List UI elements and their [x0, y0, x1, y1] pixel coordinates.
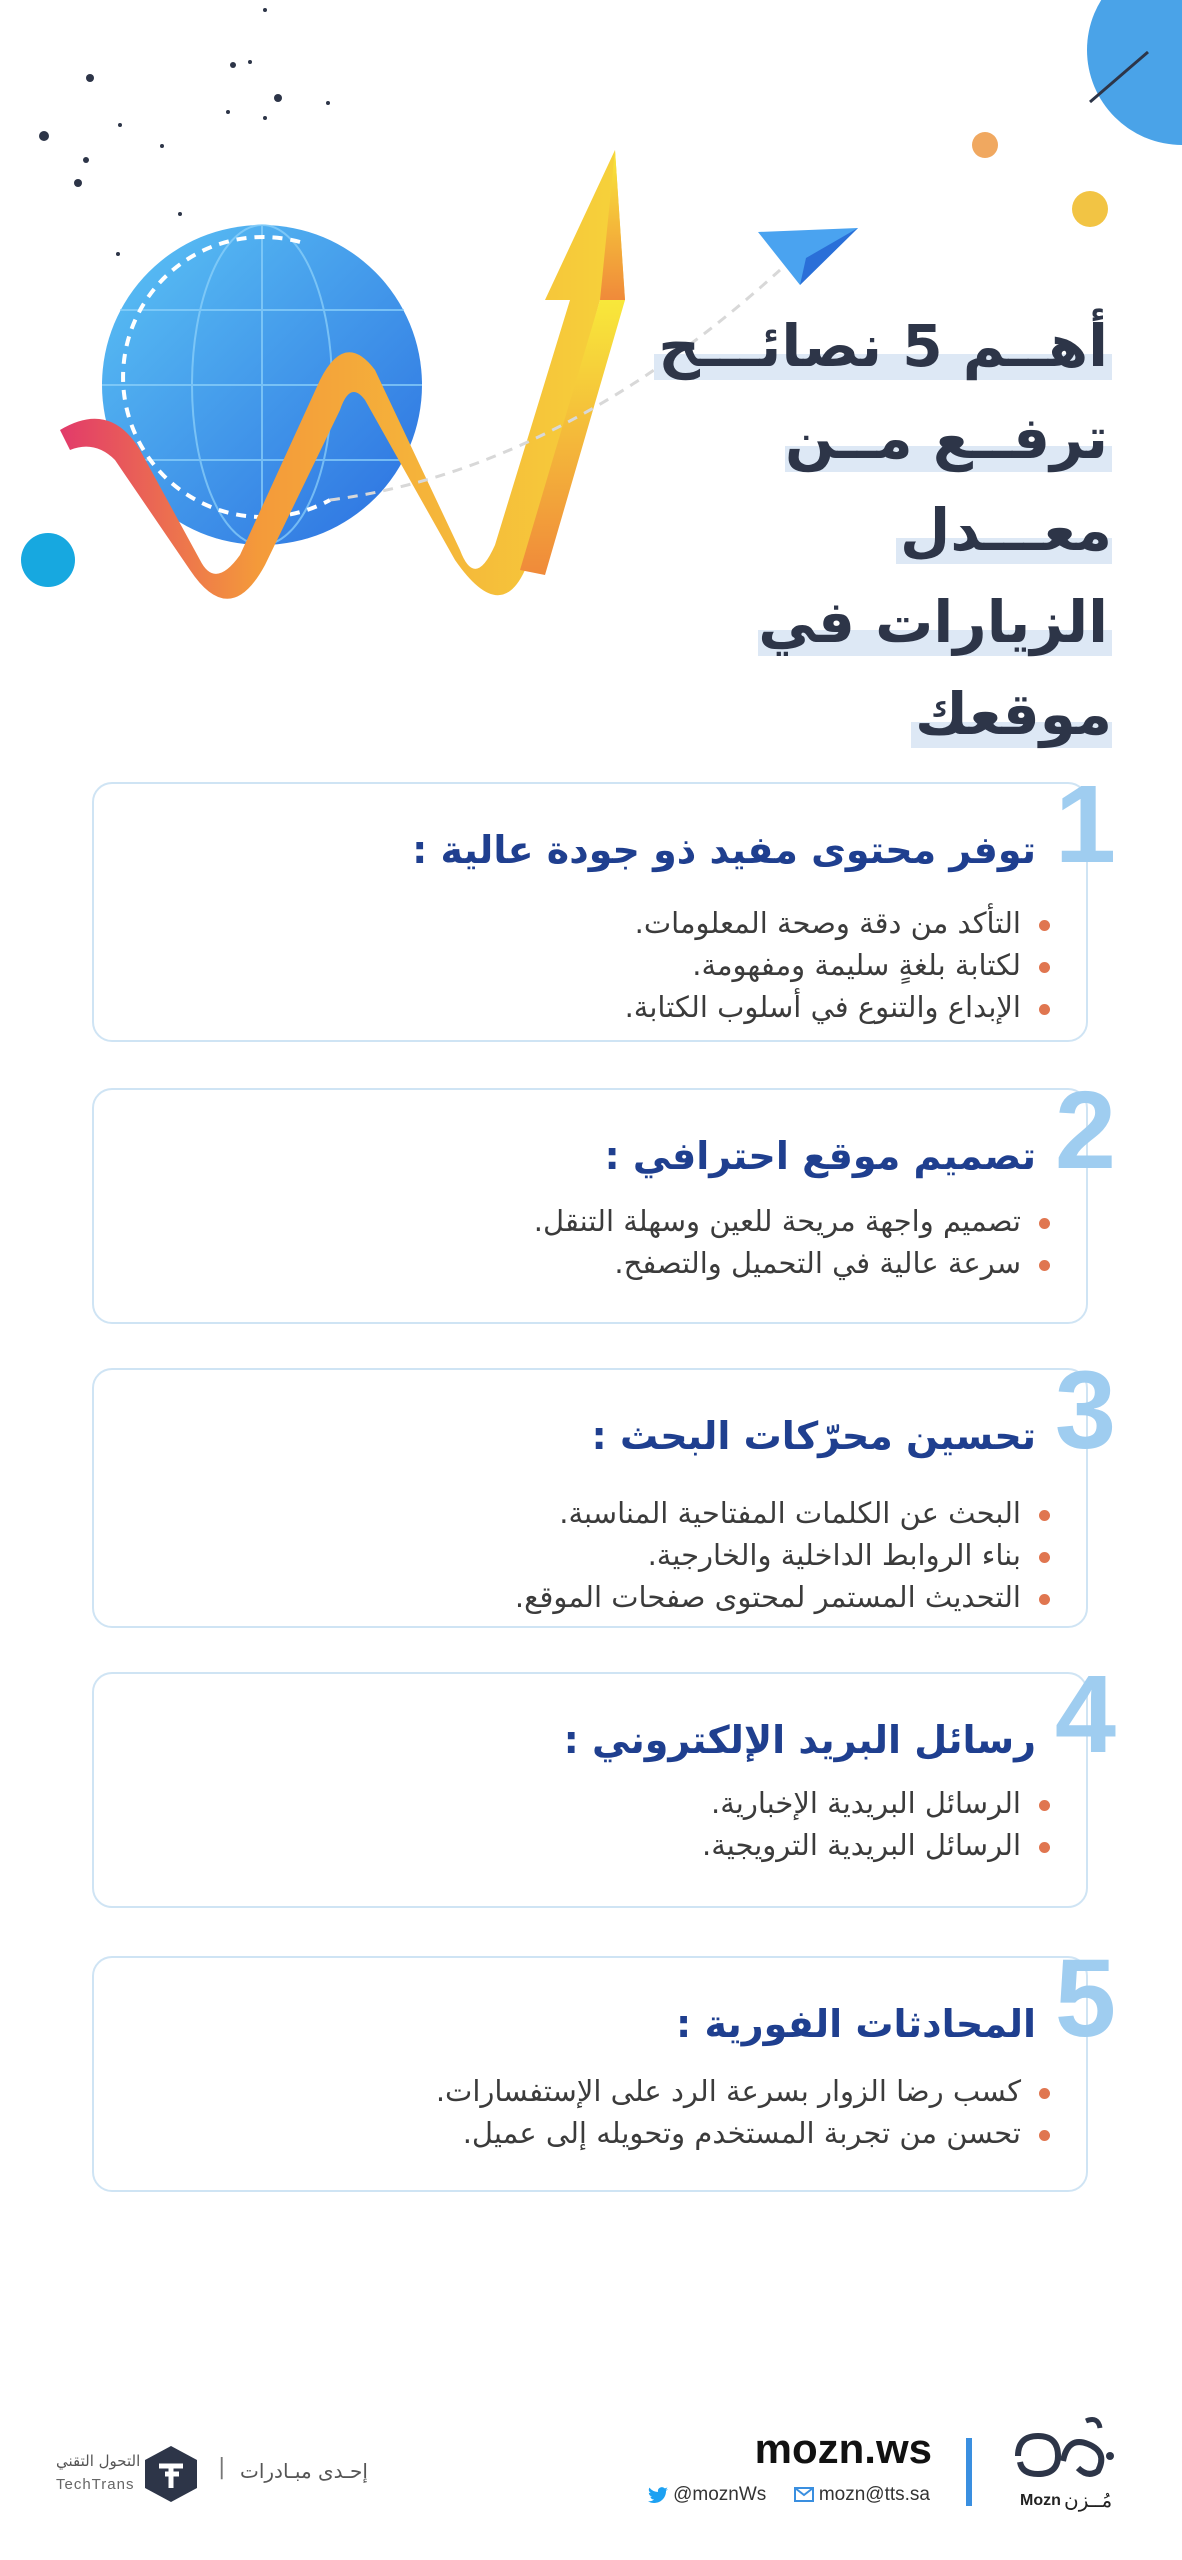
yellow-dot: [1072, 191, 1108, 227]
tip-bullets: [534, 1200, 1050, 1284]
tip-bullets: [515, 1492, 1050, 1618]
list-item: سرعة عالية في التحميل والتصفح.: [534, 1242, 1050, 1284]
bullet-dot-icon: [1039, 1594, 1050, 1605]
tip-bullets: [625, 902, 1050, 1028]
bullet-dot-icon: [1039, 962, 1050, 973]
bullet-dot-icon: [1039, 1218, 1050, 1229]
list-item: كسب رضا الزوار بسرعة الرد على الإستفسارات.: [436, 2070, 1050, 2112]
page-title: [592, 300, 1112, 760]
tip-number: 2: [1054, 1069, 1116, 1192]
list-item: الرسائل البريدية الترويجية.: [702, 1824, 1050, 1866]
tip-bullets: [702, 1782, 1050, 1866]
tip-bullets: [436, 2070, 1050, 2154]
partner-name-en: TechTrans: [56, 2476, 135, 2493]
mozn-label-ar: مُــزن: [1064, 2488, 1113, 2512]
tip-heading: تصميم موقع احترافي :: [604, 1134, 1036, 1178]
list-item: الإبداع والتنوع في أسلوب الكتابة.: [625, 986, 1050, 1028]
bullet-dot-icon: [1039, 1842, 1050, 1853]
list-item: بناء الروابط الداخلية والخارجية.: [515, 1534, 1050, 1576]
tip-number: 4: [1054, 1653, 1116, 1776]
paper-plane-icon: [758, 228, 858, 285]
tip-card-4: [92, 1653, 1116, 1908]
bullet-dot-icon: [1039, 2130, 1050, 2141]
list-item: البحث عن الكلمات المفتاحية المناسبة.: [515, 1492, 1050, 1534]
corner-circle: [1087, 0, 1182, 145]
bullet-dot-icon: [1039, 1800, 1050, 1811]
title-line-2: ترفــع مــن معـــدل: [784, 404, 1112, 564]
footer-divider: [966, 2438, 972, 2506]
partner-name-ar: التحول التقني: [56, 2452, 141, 2470]
contact-info: [626, 2484, 930, 2506]
list-item: التأكد من دقة وصحة المعلومات.: [625, 902, 1050, 944]
techtrans-logo-icon: [143, 2444, 199, 2504]
email-icon: [794, 2487, 814, 2502]
tip-heading: تحسين محرّكات البحث :: [591, 1414, 1036, 1458]
email-address[interactable]: mozn@tts.sa: [794, 2484, 930, 2505]
mozn-label-en: Mozn: [1020, 2492, 1061, 2509]
bullet-dot-icon: [1039, 1260, 1050, 1271]
bullet-dot-icon: [1039, 920, 1050, 931]
orange-dot: [972, 132, 998, 158]
tip-card-2: [92, 1069, 1116, 1324]
tip-heading: توفر محتوى مفيد ذو جودة عالية :: [412, 828, 1036, 872]
title-line-1: أهــم 5 نصائـــح: [592, 300, 1112, 392]
bullet-dot-icon: [1039, 1552, 1050, 1563]
twitter-handle[interactable]: @moznWs: [648, 2484, 766, 2505]
mozn-logo-icon: [1008, 2416, 1128, 2488]
list-item: التحديث المستمر لمحتوى صفحات الموقع.: [515, 1576, 1050, 1618]
tip-number: 1: [1054, 763, 1116, 886]
tip-heading: المحادثات الفورية :: [676, 2002, 1036, 2046]
tip-card-3: [92, 1349, 1116, 1628]
list-item: لكتابة بلغةٍ سليمة ومفهومة.: [625, 944, 1050, 986]
tip-heading: رسائل البريد الإلكتروني :: [563, 1718, 1036, 1762]
decorative-dots: [39, 8, 330, 256]
twitter-icon: [648, 2487, 668, 2503]
list-item: الرسائل البريدية الإخبارية.: [702, 1782, 1050, 1824]
tip-card-1: [92, 763, 1116, 1042]
tip-number: 3: [1054, 1349, 1116, 1472]
bullet-dot-icon: [1039, 1510, 1050, 1521]
title-line-3: الزيارات في موقعك: [758, 588, 1112, 748]
tip-number: 5: [1054, 1937, 1116, 2060]
list-item: تصميم واجهة مريحة للعين وسهلة التنقل.: [534, 1200, 1050, 1242]
bullet-dot-icon: [1039, 1004, 1050, 1015]
website-link[interactable]: mozn.ws: [754, 2425, 932, 2472]
initiative-text: إحـدى مبـادرات: [240, 2459, 368, 2483]
bullet-dot-icon: [1039, 2088, 1050, 2099]
blue-dot: [21, 533, 75, 587]
tip-card-5: [92, 1937, 1116, 2192]
footer-separator: |: [218, 2455, 226, 2480]
list-item: تحسن من تجربة المستخدم وتحويله إلى عميل.: [436, 2112, 1050, 2154]
